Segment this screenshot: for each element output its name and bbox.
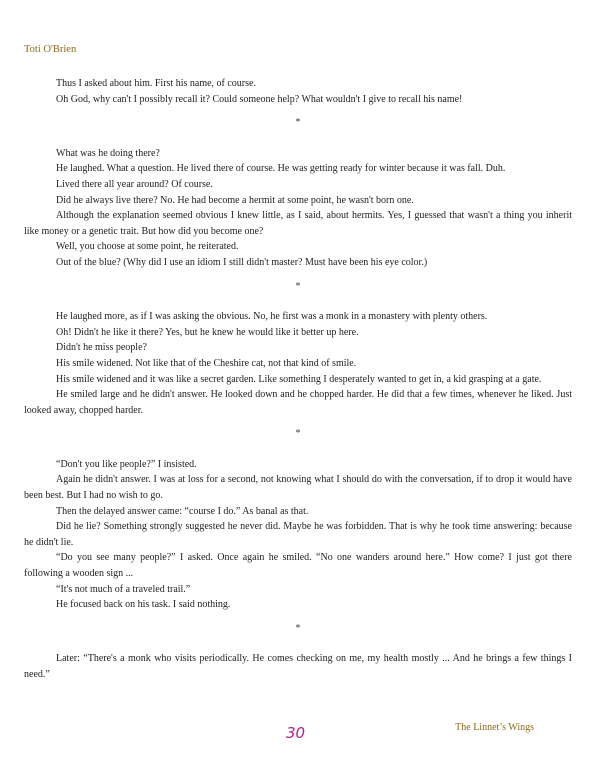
page-number: 30 (286, 724, 306, 742)
section-1 (24, 76, 572, 107)
paragraph: He laughed more, as if I was asking the obvious. No, he first was a monk in a monastery with plenty others. (56, 311, 488, 323)
paragraph: Thus I asked about him. First his name, of course. (56, 78, 256, 89)
paragraph: He laughed. What a question. He lived there of course. He was getting ready for winter because it was fall. Duh. (56, 163, 506, 175)
section-divider: * (295, 117, 301, 129)
paragraph: He focused back on his task. I said nothing. (56, 599, 231, 611)
paragraph: Again he didn't answer. I was at loss for a second, not knowing what I should do with the conversation, if to drop it would have been best. But I had no wish to go. (24, 474, 572, 502)
section-2 (24, 146, 572, 271)
section-divider: * (295, 280, 301, 292)
paragraph: Oh God, why can't I possibly recall it? Could someone help? What wouldn't I give to recall his name! (56, 93, 463, 105)
publication-title: The Linnet’s Wings (455, 722, 534, 733)
paragraph: Did he lie? Something strongly suggested he never did. Maybe he was forbidden. That is why he took time answering: because he didn't lie. (24, 521, 572, 548)
section-5 (24, 651, 572, 682)
running-head-author: Toti O'Brien (24, 44, 77, 55)
paragraph: “Do you see many people?” I asked. Once again he smiled. “No one wanders around here.” How come? I just got there following a wooden sign ... (24, 552, 572, 580)
paragraph: “Don't you like people?” I insisted. (56, 458, 197, 470)
paragraph: He smiled large and he didn't answer. He looked down and he chopped harder. He did that a few times, whenever he liked. Just looked away, chopped harder. (24, 389, 572, 416)
section-3 (24, 309, 572, 418)
paragraph: Then the delayed answer came: “course I do.” As banal as that. (56, 505, 309, 517)
paragraph: Did he always live there? No. He had become a hermit at some point, he wasn't born one. (56, 194, 414, 206)
paragraph: His smile widened. Not like that of the Cheshire cat, not that kind of smile. (56, 357, 357, 369)
paragraph: Oh! Didn't he like it there? Yes, but he knew he would like it better up here. (56, 326, 359, 338)
paragraph: Although the explanation seemed obvious I knew little, as I said, about hermits. Yes, I guessed that wasn't a thing you inherit like money or a genetic trait. But how did you become one? (24, 210, 572, 237)
section-4 (24, 457, 572, 613)
paragraph: Later: “There's a monk who visits periodically. He comes checking on me, my health mostly ... And he brings a few things I need.” (24, 653, 572, 680)
paragraph: Out of the blue? (Why did I use an idiom I still didn't master? Must have been his eye color.) (56, 256, 428, 268)
story-text (24, 76, 572, 683)
paragraph: Didn't he miss people? (56, 342, 147, 354)
section-divider: * (295, 622, 301, 634)
paragraph: Well, you choose at some point, he reiterated. (56, 241, 239, 253)
paragraph: “It's not much of a traveled trail.” (56, 583, 191, 595)
section-divider: * (295, 428, 301, 440)
paragraph: His smile widened and it was like a secret garden. Like something I desperately wanted to get in, a kid grasping at a gate. (56, 373, 542, 385)
paragraph: Lived there all year around? Of course. (56, 178, 213, 190)
paragraph: What was he doing there? (56, 147, 160, 159)
